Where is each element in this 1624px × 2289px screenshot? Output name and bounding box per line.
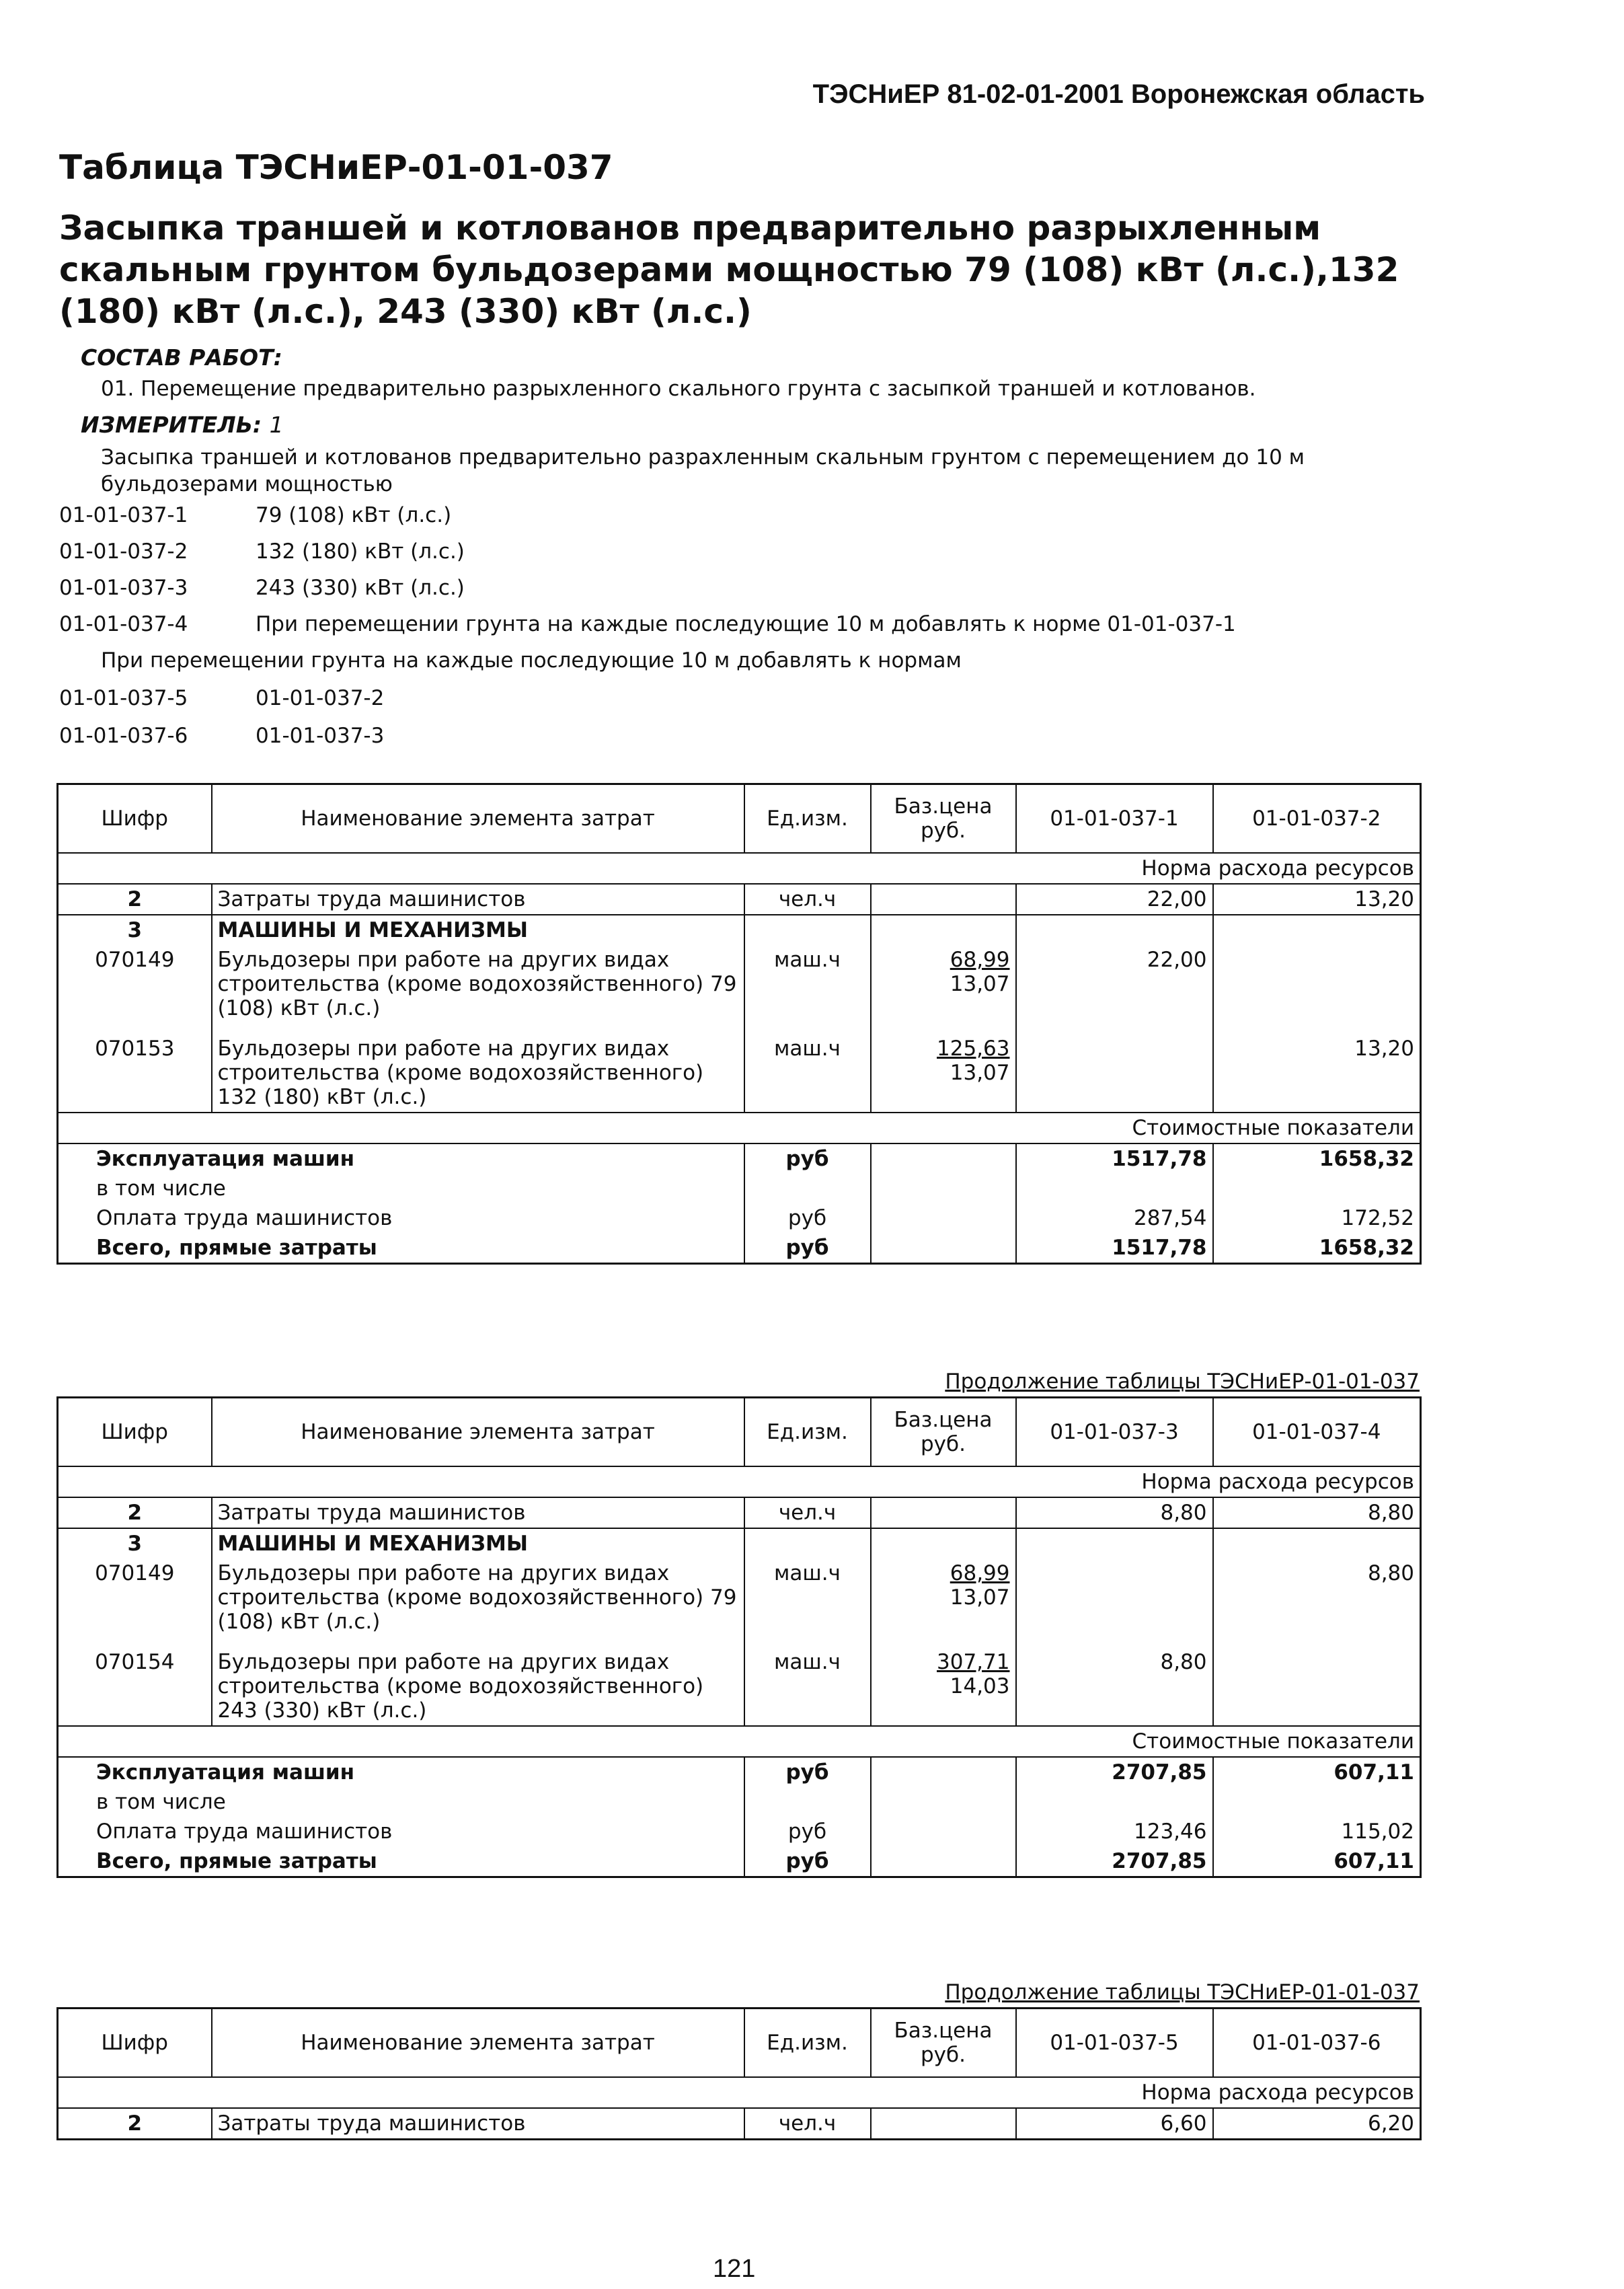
- row-value: 8,80: [1213, 1497, 1421, 1528]
- col-unit: Ед.изм.: [744, 784, 871, 854]
- cost-band: Стоимостные показатели: [58, 1113, 1421, 1143]
- price-value: 68,99: [950, 948, 1010, 972]
- row-price: [871, 945, 1016, 1023]
- cost-table-3: [56, 1980, 1420, 2140]
- row-name: Бульдозеры при работе на других видах строительства (кроме водохозяйственного) 79 (108) кВт (л.с.): [212, 1559, 744, 1637]
- norm-band: Норма расхода ресурсов: [58, 853, 1421, 884]
- row-value: [1213, 1637, 1421, 1726]
- row-value: 6,60: [1016, 2108, 1213, 2140]
- table-row: [58, 1846, 1421, 1877]
- table-title: Таблица ТЭСНиЕР-01-01-037: [59, 148, 613, 187]
- row-name: Затраты труда машинистов: [212, 2108, 744, 2140]
- row-unit: руб: [744, 1817, 871, 1846]
- row-price: [871, 884, 1016, 915]
- row-unit: маш.ч: [744, 1559, 871, 1637]
- row-name: Бульдозеры при работе на других видах строительства (кроме водохозяйственного) 132 (180) кВт (л.с.): [212, 1023, 744, 1113]
- table-row: [58, 1637, 1421, 1726]
- row-unit: маш.ч: [744, 1023, 871, 1113]
- group-name: МАШИНЫ И МЕХАНИЗМЫ: [212, 1528, 744, 1559]
- row-name: Бульдозеры при работе на других видах строительства (кроме водохозяйственного) 79 (108) кВт (л.с.): [212, 945, 744, 1023]
- row-code: 070154: [95, 1650, 175, 1674]
- document-header: ТЭСНиЕР 81-02-01-2001 Воронежская область: [812, 79, 1425, 109]
- row-unit: руб: [744, 1233, 871, 1264]
- col-name: Наименование элемента затрат: [212, 1398, 744, 1467]
- col-norm-2: 01-01-037-2: [1213, 784, 1421, 854]
- table-row: [58, 945, 1421, 1023]
- measure-description: Засыпка траншей и котлованов предварительно разрахленным скальным грунтом с перемещением до 10 м бульдозерами мощностью: [101, 445, 1305, 496]
- price-value: 68,99: [950, 1561, 1010, 1585]
- row-code: 2: [127, 887, 143, 911]
- table-row: [58, 1787, 1421, 1817]
- row-code: 2: [127, 1501, 143, 1525]
- table-row: [58, 915, 1421, 945]
- total-label: Всего, прямые затраты: [58, 1233, 744, 1264]
- row-unit: руб: [744, 1143, 871, 1174]
- row-value: 123,46: [1016, 1817, 1213, 1846]
- row-unit: чел.ч: [744, 1497, 871, 1528]
- row-value: 287,54: [1016, 1203, 1213, 1233]
- row-value: 2707,85: [1016, 1846, 1213, 1877]
- continuation-caption: [56, 1980, 1420, 2004]
- code-5-text: 01-01-037-2: [256, 686, 385, 710]
- exploitation-label: Эксплуатация машин: [96, 1760, 355, 1785]
- exploitation-label: Эксплуатация машин: [96, 1147, 355, 1171]
- price-value: 307,71: [937, 1650, 1010, 1674]
- row-value: 607,11: [1213, 1757, 1421, 1787]
- row-price: [871, 1023, 1016, 1113]
- col-norm-4: 01-01-037-4: [1213, 1398, 1421, 1467]
- row-name: Затраты труда машинистов: [212, 884, 744, 915]
- total-label: Всего, прямые затраты: [58, 1846, 744, 1877]
- col-code: Шифр: [58, 784, 212, 854]
- col-norm-3: 01-01-037-3: [1016, 1398, 1213, 1467]
- norm-band: Норма расхода ресурсов: [58, 2077, 1421, 2108]
- code-2: 01-01-037-2: [59, 539, 188, 564]
- row-code: 2: [58, 2108, 212, 2140]
- col-price: Баз.цена руб.: [871, 784, 1016, 854]
- wage-value: 13,07: [950, 972, 1010, 996]
- col-code: Шифр: [58, 1398, 212, 1467]
- row-value: [1016, 1023, 1213, 1113]
- table-row: [58, 2108, 1421, 2140]
- table-row: [58, 1233, 1421, 1264]
- row-value: 607,11: [1213, 1846, 1421, 1877]
- row-value: 1517,78: [1016, 1233, 1213, 1264]
- cost-table-1: [56, 783, 1420, 1265]
- additional-note: При перемещении грунта на каждые последующие 10 м добавлять к нормам: [101, 648, 962, 673]
- row-value: 13,20: [1213, 884, 1421, 915]
- row-price: [871, 2108, 1016, 2140]
- cost-table-2: [56, 1369, 1420, 1878]
- table-row: [58, 1023, 1421, 1113]
- work-composition-label: СОСТАВ РАБОТ:: [81, 344, 282, 371]
- code-1: 01-01-037-1: [59, 503, 188, 527]
- table-row: [58, 1143, 1421, 1174]
- col-name: Наименование элемента затрат: [212, 784, 744, 854]
- row-value: 8,80: [1016, 1497, 1213, 1528]
- row-value: [1016, 1559, 1213, 1637]
- cost-band: Стоимостные показатели: [58, 1726, 1421, 1757]
- table-row: [58, 1817, 1421, 1846]
- col-norm-1: 01-01-037-1: [1016, 784, 1213, 854]
- code-5: 01-01-037-5: [59, 686, 188, 710]
- table-row: [58, 1559, 1421, 1637]
- row-unit: руб: [744, 1203, 871, 1233]
- col-price: Баз.цена руб.: [871, 1398, 1016, 1467]
- row-price: [871, 1497, 1016, 1528]
- row-code: 070149: [95, 948, 175, 972]
- row-value: 172,52: [1213, 1203, 1421, 1233]
- code-4: 01-01-037-4: [59, 612, 188, 636]
- code-6-text: 01-01-037-3: [256, 724, 385, 748]
- code-3: 01-01-037-3: [59, 576, 188, 600]
- continuation-caption: [56, 1369, 1420, 1394]
- row-unit: маш.ч: [744, 945, 871, 1023]
- col-code: Шифр: [58, 2009, 212, 2078]
- code-1-text: 79 (108) кВт (л.с.): [256, 503, 452, 527]
- row-price: [871, 1637, 1016, 1726]
- continuation-text: Продолжение таблицы ТЭСНиЕР-01-01-037: [945, 1369, 1420, 1394]
- row-code: 070149: [95, 1561, 175, 1585]
- col-norm-5: 01-01-037-5: [1016, 2009, 1213, 2078]
- group-code: 3: [58, 1528, 212, 1559]
- row-value: 1658,32: [1213, 1233, 1421, 1264]
- row-value: 1517,78: [1016, 1143, 1213, 1174]
- wages-label: Оплата труда машинистов: [96, 1819, 393, 1844]
- main-title: Засыпка траншей и котлованов предварительно разрыхленным скальным грунтом бульдозерами мощностью 79 (108) кВт (л.с.),132 (180) кВт (л.с.), 243 (330) кВт (л.с.): [59, 209, 1399, 331]
- including-label: в том числе: [96, 1176, 226, 1201]
- col-name: Наименование элемента затрат: [212, 2009, 744, 2078]
- row-unit: руб: [744, 1757, 871, 1787]
- row-name: Бульдозеры при работе на других видах строительства (кроме водохозяйственного) 243 (330) кВт (л.с.): [212, 1637, 744, 1726]
- norm-band: Норма расхода ресурсов: [58, 1466, 1421, 1497]
- row-value: 22,00: [1016, 945, 1213, 1023]
- col-norm-6: 01-01-037-6: [1213, 2009, 1421, 2078]
- work-item: 01. Перемещение предварительно разрыхленного скального грунта с засыпкой траншей и котлованов.: [101, 377, 1256, 401]
- code-2-text: 132 (180) кВт (л.с.): [256, 539, 465, 564]
- row-value: [1213, 945, 1421, 1023]
- meter-label: ИЗМЕРИТЕЛЬ:: [81, 412, 262, 438]
- row-value: 22,00: [1016, 884, 1213, 915]
- table-row: [58, 1528, 1421, 1559]
- wage-value: 14,03: [950, 1674, 1010, 1698]
- wages-label: Оплата труда машинистов: [96, 1206, 393, 1230]
- row-name: Затраты труда машинистов: [212, 1497, 744, 1528]
- table-row: [58, 1203, 1421, 1233]
- row-price: [871, 1559, 1016, 1637]
- meter-label-row: [81, 412, 284, 438]
- continuation-text: Продолжение таблицы ТЭСНиЕР-01-01-037: [945, 1980, 1420, 2004]
- row-value: 13,20: [1213, 1023, 1421, 1113]
- group-code: 3: [58, 915, 212, 945]
- table-row: [58, 1174, 1421, 1203]
- col-unit: Ед.изм.: [744, 1398, 871, 1467]
- meter-value: 1: [269, 412, 284, 438]
- code-3-text: 243 (330) кВт (л.с.): [256, 576, 465, 600]
- code-6: 01-01-037-6: [59, 724, 188, 748]
- table-row: [58, 1497, 1421, 1528]
- table-row: [58, 1757, 1421, 1787]
- row-value: 6,20: [1213, 2108, 1421, 2140]
- row-unit: чел.ч: [744, 2108, 871, 2140]
- row-unit: маш.ч: [744, 1637, 871, 1726]
- page-number: 121: [713, 2255, 756, 2283]
- row-value: 115,02: [1213, 1817, 1421, 1846]
- row-value: 1658,32: [1213, 1143, 1421, 1174]
- group-name: МАШИНЫ И МЕХАНИЗМЫ: [212, 915, 744, 945]
- row-code: 070153: [95, 1037, 175, 1061]
- col-unit: Ед.изм.: [744, 2009, 871, 2078]
- table-row: [58, 884, 1421, 915]
- row-unit: чел.ч: [744, 884, 871, 915]
- including-label: в том числе: [96, 1790, 226, 1814]
- wage-value: 13,07: [950, 1585, 1010, 1610]
- row-unit: руб: [744, 1846, 871, 1877]
- wage-value: 13,07: [950, 1061, 1010, 1085]
- row-value: 8,80: [1016, 1637, 1213, 1726]
- code-4-text: При перемещении грунта на каждые последующие 10 м добавлять к норме 01-01-037-1: [256, 612, 1236, 636]
- row-value: 2707,85: [1016, 1757, 1213, 1787]
- price-value: 125,63: [937, 1037, 1010, 1061]
- row-value: 8,80: [1213, 1559, 1421, 1637]
- col-price: Баз.цена руб.: [871, 2009, 1016, 2078]
